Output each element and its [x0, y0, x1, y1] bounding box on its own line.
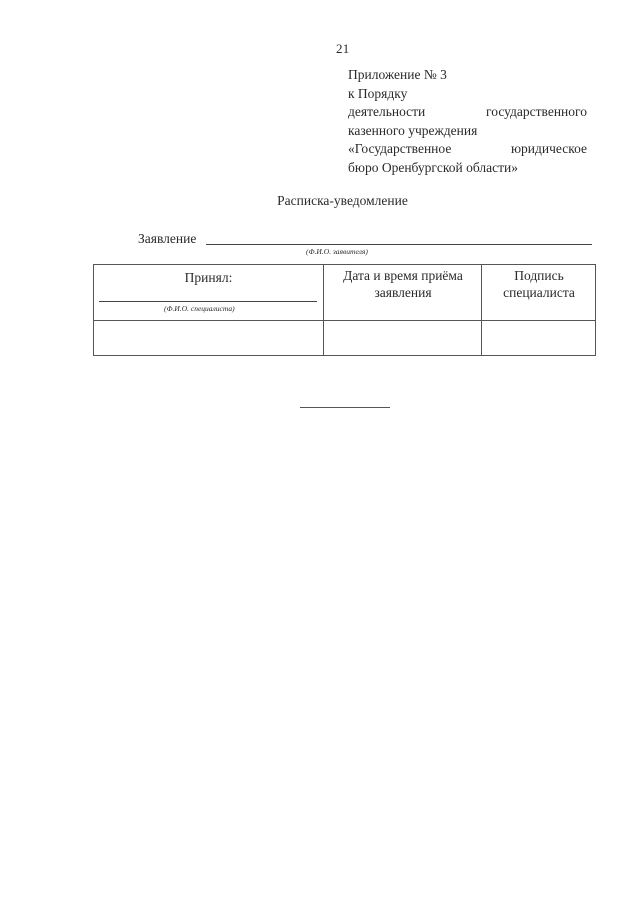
appendix-line-4: казенного учреждения	[348, 122, 478, 138]
appendix-line-1: Приложение № 3	[348, 67, 447, 82]
appendix-line-6: бюро Оренбургской области»	[348, 159, 519, 175]
date-time-header-line-2: заявления	[374, 285, 432, 300]
signature-header-line-2: специалиста	[503, 285, 575, 300]
appendix-line-3-left: деятельности	[348, 104, 426, 119]
appendix-line-3	[348, 103, 587, 122]
specialist-name-field[interactable]	[99, 301, 317, 302]
date-time-header-line-1: Дата и время приёма	[343, 268, 463, 283]
appendix-line-5	[348, 140, 587, 159]
table-cell-signature[interactable]	[482, 321, 595, 356]
statement-applicant-field[interactable]	[206, 244, 592, 245]
table-cell-date-time[interactable]	[324, 321, 481, 356]
footer-rule	[300, 407, 390, 408]
page-number: 21	[336, 41, 350, 56]
date-time-header	[324, 267, 482, 301]
statement-caption: (Ф.И.О. заявителя)	[306, 247, 368, 256]
appendix-line-2: к Порядку	[348, 85, 408, 101]
document-title: Расписка-уведомление	[277, 193, 408, 208]
appendix-header	[348, 66, 587, 177]
signature-header	[482, 267, 596, 301]
specialist-caption: (Ф.И.О. специалиста)	[164, 304, 235, 313]
appendix-line-3-right: государственного	[486, 104, 587, 119]
appendix-line-5-left: «Государственное	[348, 141, 452, 156]
accepted-header: Принял:	[184, 270, 233, 285]
receipt-table	[93, 264, 596, 356]
appendix-line-5-right: юридическое	[510, 141, 587, 156]
statement-label: Заявление	[138, 231, 197, 246]
signature-header-line-1: Подпись	[514, 268, 564, 283]
table-cell-accepted[interactable]	[94, 321, 323, 356]
